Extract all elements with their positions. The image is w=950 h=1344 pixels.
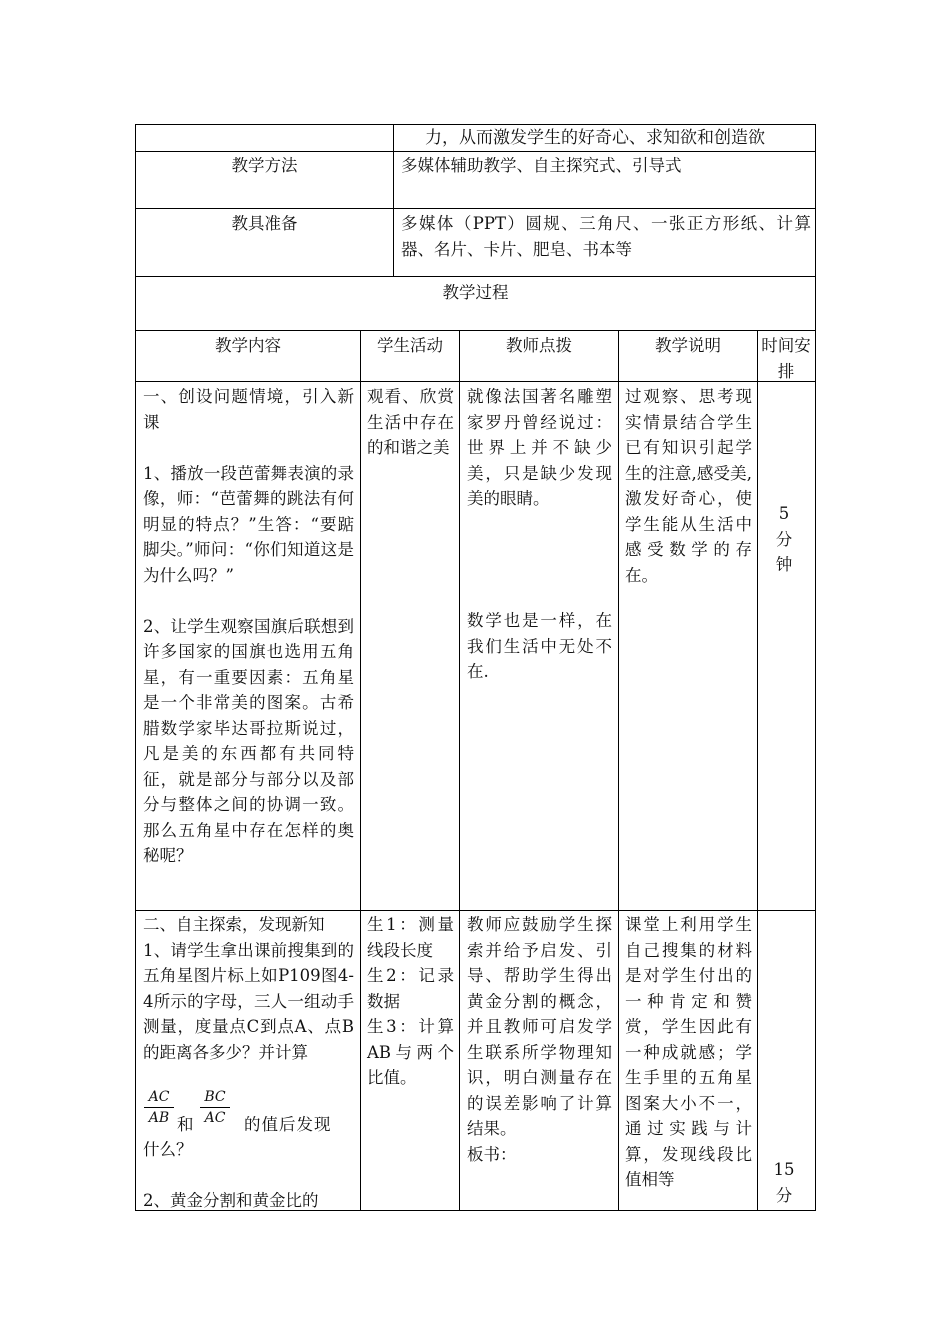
row1-teacher-guidance-1: 就像法国著名雕塑家罗丹曾经说过：世界上并不缺少美，只是缺少发现美的眼睛。	[467, 387, 612, 508]
row2-time: 15 分	[773, 1160, 795, 1205]
table-border-top	[135, 124, 816, 125]
column-header-student-activity: 学生活动	[377, 336, 443, 355]
column-divider	[757, 330, 758, 1211]
fraction-conjunction: 和	[177, 1115, 194, 1134]
row2-content-part2: 的值后发现	[244, 1115, 332, 1134]
fraction-bc-over-ac	[200, 1088, 230, 1127]
column-divider	[459, 330, 460, 1211]
fraction-ac-over-ab	[144, 1088, 174, 1127]
row-divider	[135, 208, 816, 209]
column-header-time: 时间安排	[761, 336, 811, 381]
row1-content: 一、创设问题情境，引入新课 1、播放一段芭蕾舞表演的录像，师：“芭蕾舞的跳法有何明显的特点？”生答：“要踮脚尖。”师问：“你们知道这是为什么吗？” 2、让学生观察国旗后联想到许多国家的国旗也选用五角星，有一重要因素：五角星是一个非常美的图案。古希腊数学家毕达哥拉斯说过，凡是美的东西都有共同特征，就是部分与部分以及部分与整体之间的协调一致。那么五角星中存在怎样的奥秘呢？	[143, 387, 354, 865]
goal-continuation-text: 力，从而激发学生的好奇心、求知欲和创造欲	[425, 128, 765, 148]
row-divider	[135, 381, 816, 382]
row2-student-activity: 生1：测量线段长度 生2：记录数据 生3：计算AB与两个比值。	[367, 915, 454, 1087]
teaching-tools-value: 多媒体（PPT）圆规、三角尺、一张正方形纸、计算器、名片、卡片、肥皂、书本等	[401, 214, 811, 259]
row2-content-part3: 什么？ 2、黄金分割和黄金比的	[143, 1140, 319, 1210]
column-header-teacher-guidance: 教师点拨	[506, 336, 572, 355]
fraction-denominator: AB	[148, 1110, 170, 1126]
teaching-method-value: 多媒体辅助教学、自主探究式、引导式	[401, 156, 682, 175]
row2-teaching-notes: 课堂上利用学生自己搜集的材料是对学生付出的一种肯定和赞赏，学生因此有一种成就感；学生手里的五角星图案大小不一，通过实践与计算，发现线段比值相等	[625, 915, 752, 1189]
row1-teaching-notes: 过观察、思考现实情景结合学生已有知识引起学生的注意,感受美,激发好奇心，使学生能从生活中感受数学的存在。	[625, 387, 752, 585]
row-divider	[135, 276, 816, 277]
row1-time: 5 分 钟	[775, 504, 793, 574]
column-divider	[393, 124, 394, 276]
fraction-bar	[144, 1107, 174, 1108]
row1-teacher-guidance-2: 数学也是一样，在我们生活中无处不在.	[467, 611, 612, 681]
column-header-content: 教学内容	[215, 336, 281, 355]
fraction-denominator: AC	[204, 1110, 226, 1126]
process-section-title: 教学过程	[442, 283, 509, 302]
table-border-right	[815, 124, 816, 1211]
teaching-method-label: 教学方法	[231, 156, 298, 175]
row2-content-part1: 二、自主探索，发现新知 1、请学生拿出课前搜集到的五角星图片标上如P109图4-4所示的字母，三人一组动手测量，度量点C到点A、点B的距离各多少？并计算	[143, 915, 354, 1062]
row1-student-activity: 观看、欣赏生活中存在的和谐之美	[367, 387, 454, 457]
row-divider	[135, 330, 816, 331]
column-header-teaching-notes: 教学说明	[655, 336, 721, 355]
fraction-numerator: AC	[148, 1089, 170, 1105]
column-divider	[618, 330, 619, 1211]
fraction-numerator: BC	[204, 1089, 226, 1105]
row2-teacher-guidance: 教师应鼓励学生探索并给予启发、引导、帮助学生得出黄金分割的概念，并且教师可启发学生联系所学物理知识，明白测量存在的误差影响了计算结果。 板书：	[467, 915, 612, 1164]
row-divider	[135, 910, 816, 911]
column-divider	[360, 330, 361, 1211]
fraction-bar	[200, 1107, 230, 1108]
teaching-tools-label: 教具准备	[231, 214, 298, 233]
